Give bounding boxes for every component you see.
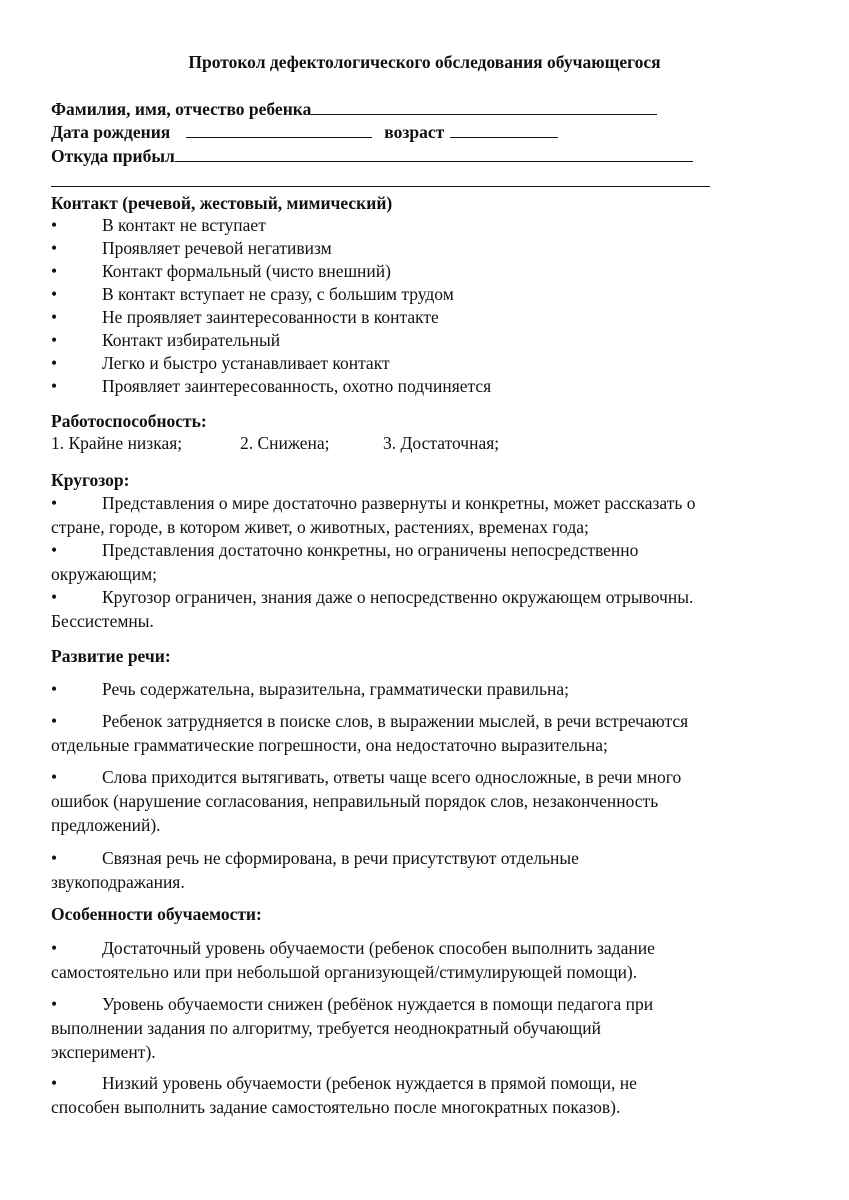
list-item: • В контакт не вступает (51, 215, 266, 235)
work-option-1: 1. Крайне низкая; (51, 433, 183, 453)
from-blank-line (175, 146, 693, 162)
learning-heading: Особенности обучаемости: (51, 904, 262, 924)
from-label: Откуда прибыл (51, 146, 175, 166)
fio-label: Фамилия, имя, отчество ребенка (51, 99, 312, 119)
page-title: Протокол дефектологического обследования обучающегося (188, 52, 661, 72)
list-item: • Низкий уровень обучаемости (ребенок нуждается в прямой помощи, не способен выполнить задание самостоятельно после многократных показов). (51, 1073, 637, 1117)
fio-blank-line (311, 99, 657, 115)
list-item: • Речь содержательна, выразительна, грамматически правильна; (51, 679, 569, 699)
list-item: • Ребенок затрудняется в поиске слов, в выражении мыслей, в речи встречаются отдельные грамматические погрешности, она недостаточно выразительна; (51, 711, 689, 755)
work-option-2: 2. Снижена; (240, 433, 330, 453)
extra-blank-line (51, 186, 710, 187)
list-item: • Представления достаточно конкретны, но ограничены непосредственно окружающим; (51, 540, 639, 584)
list-item: • Легко и быстро устанавливает контакт (51, 353, 390, 373)
list-item: • Контакт формальный (чисто внешний) (51, 261, 391, 281)
work-heading: Работоспособность: (51, 411, 207, 431)
dob-blank-line (186, 122, 372, 138)
list-item: • Слова приходится вытягивать, ответы чаще всего односложные, в речи много ошибок (нарушение согласования, неправильный порядок слов, незаконченность предложений). (51, 767, 682, 835)
from-field (51, 146, 693, 167)
dob-label: Дата рождения (51, 122, 171, 142)
work-option-3: 3. Достаточная; (383, 433, 500, 453)
fio-field (51, 99, 657, 120)
list-item: • Проявляет заинтересованность, охотно подчиняется (51, 376, 492, 396)
list-item: • Контакт избирательный (51, 330, 281, 350)
work-options (51, 433, 499, 454)
list-item: • Представления о мире достаточно развернуты и конкретны, может рассказать о стране, городе, в котором живет, о животных, растениях, временах года; (51, 493, 696, 537)
contact-heading: Контакт (речевой, жестовый, мимический) (51, 193, 393, 213)
list-item: • Связная речь не сформирована, в речи присутствуют отдельные звукоподражания. (51, 848, 579, 892)
list-item: • Кругозор ограничен, знания даже о непосредственно окружающем отрывочны. Бессистемны. (51, 587, 694, 631)
list-item: • Уровень обучаемости снижен (ребёнок нуждается в помощи педагога при выполнении задания по алгоритму, требуется неоднократный обучающий эксперимент). (51, 994, 654, 1062)
list-item: • В контакт вступает не сразу, с большим трудом (51, 284, 454, 304)
age-label: возраст (384, 122, 445, 142)
dob-field (51, 122, 558, 143)
list-item: • Не проявляет заинтересованности в контакте (51, 307, 439, 327)
outlook-heading: Кругозор: (51, 470, 130, 490)
age-blank-line (450, 122, 558, 138)
list-item: • Достаточный уровень обучаемости (ребенок способен выполнить задание самостоятельно или при небольшой организующей/стимулирующей помощи). (51, 938, 655, 982)
speech-heading: Развитие речи: (51, 646, 171, 666)
list-item: • Проявляет речевой негативизм (51, 238, 332, 258)
